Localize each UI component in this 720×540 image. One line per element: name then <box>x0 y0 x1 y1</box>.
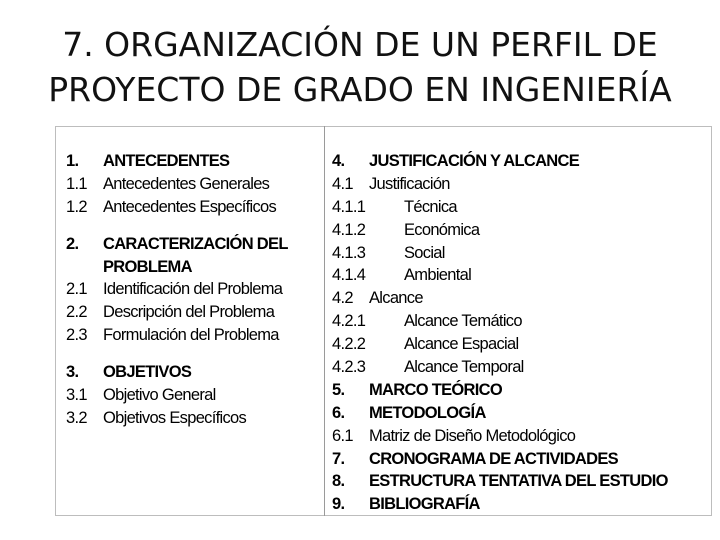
outline-subitem <box>332 196 707 219</box>
section-label: ESTRUCTURA TENTATIVA DEL ESTUDIO <box>369 472 668 491</box>
section-number: 6. <box>332 403 345 422</box>
item-number: 2.3 <box>66 326 87 345</box>
section-number: 1. <box>66 152 79 170</box>
item-number: 1.2 <box>66 197 87 216</box>
item-label: Justificación <box>369 174 450 193</box>
section-number: 2. <box>66 234 79 253</box>
section-label: MARCO TEÓRICO <box>369 380 502 399</box>
section-heading-antecedentes <box>66 150 316 173</box>
section-number: 9. <box>332 495 345 514</box>
section-label: OBJETIVOS <box>103 363 192 382</box>
item-number: 1.1 <box>66 174 87 193</box>
section-heading-cronograma <box>332 448 707 471</box>
outline-item <box>66 196 316 219</box>
page-title <box>0 22 720 112</box>
item-label: Matriz de Diseño Metodológico <box>369 426 576 445</box>
section-heading-continuation <box>66 256 316 279</box>
item-label: Alcance Espacial <box>404 335 519 354</box>
item-number: 2.2 <box>66 303 87 322</box>
item-number: 4.2.3 <box>332 358 366 377</box>
item-number: 4.1 <box>332 174 353 193</box>
outline-item <box>66 278 316 301</box>
section-heading-objetivos <box>66 361 316 384</box>
item-label: Económica <box>404 220 480 239</box>
item-number: 3.2 <box>66 408 87 427</box>
outline-item <box>332 287 707 310</box>
outline-item <box>332 425 707 448</box>
outline-left-column <box>66 150 316 430</box>
item-label: Alcance <box>369 289 423 308</box>
section-heading-marco-teorico <box>332 379 707 402</box>
section-label: CRONOGRAMA DE ACTIVIDADES <box>369 449 618 468</box>
item-number: 2.1 <box>66 280 87 299</box>
section-number: 5. <box>332 380 345 399</box>
item-number: 4.2.2 <box>332 335 366 354</box>
item-label: Técnica <box>404 197 457 216</box>
column-divider <box>324 126 325 516</box>
item-label: Formulación del Problema <box>103 326 279 345</box>
item-label: Antecedentes Generales <box>103 174 270 193</box>
outline-right-column <box>332 150 707 516</box>
section-number: 8. <box>332 472 345 491</box>
item-number: 4.1.3 <box>332 243 366 262</box>
outline-subitem <box>332 219 707 242</box>
outline-subitem <box>332 356 707 379</box>
item-label: Social <box>404 243 445 262</box>
item-label: Objetivos Específicos <box>103 408 247 427</box>
section-heading-justificacion <box>332 150 707 173</box>
section-label: BIBLIOGRAFÍA <box>369 495 480 514</box>
outline-item <box>332 173 707 196</box>
section-heading-metodologia <box>332 402 707 425</box>
section-number: 4. <box>332 152 345 170</box>
item-number: 4.1.2 <box>332 220 366 239</box>
item-number: 4.1.1 <box>332 197 366 216</box>
section-label: PROBLEMA <box>103 257 192 276</box>
outline-item <box>66 324 316 347</box>
item-label: Descripción del Problema <box>103 303 275 322</box>
item-number: 4.2 <box>332 289 353 308</box>
item-label: Identificación del Problema <box>103 280 283 299</box>
item-number: 4.1.4 <box>332 266 366 285</box>
outline-item <box>66 301 316 324</box>
item-label: Antecedentes Específicos <box>103 197 277 216</box>
section-heading-caracterizacion <box>66 233 316 256</box>
section-label: ANTECEDENTES <box>103 152 230 170</box>
outline-subitem <box>332 310 707 333</box>
outline-subitem <box>332 242 707 265</box>
item-number: 4.2.1 <box>332 312 366 331</box>
outline-item <box>66 384 316 407</box>
outline-item <box>66 173 316 196</box>
section-number: 7. <box>332 449 345 468</box>
title-line-2: PROYECTO DE GRADO EN INGENIERÍA <box>48 70 672 109</box>
item-number: 3.1 <box>66 386 87 405</box>
outline-subitem <box>332 333 707 356</box>
section-label: CARACTERIZACIÓN DEL <box>103 234 288 253</box>
section-heading-estructura <box>332 470 707 493</box>
section-heading-bibliografia <box>332 493 707 516</box>
item-label: Alcance Temporal <box>404 358 524 377</box>
outline-item <box>66 407 316 430</box>
section-number: 3. <box>66 363 79 382</box>
section-label: METODOLOGÍA <box>369 403 486 422</box>
item-label: Objetivo General <box>103 386 216 405</box>
item-number: 6.1 <box>332 426 353 445</box>
item-label: Alcance Temático <box>404 312 522 331</box>
item-label: Ambiental <box>404 266 472 285</box>
title-line-1: 7. ORGANIZACIÓN DE UN PERFIL DE <box>62 25 658 64</box>
outline-subitem <box>332 264 707 287</box>
section-label: JUSTIFICACIÓN Y ALCANCE <box>369 152 580 170</box>
